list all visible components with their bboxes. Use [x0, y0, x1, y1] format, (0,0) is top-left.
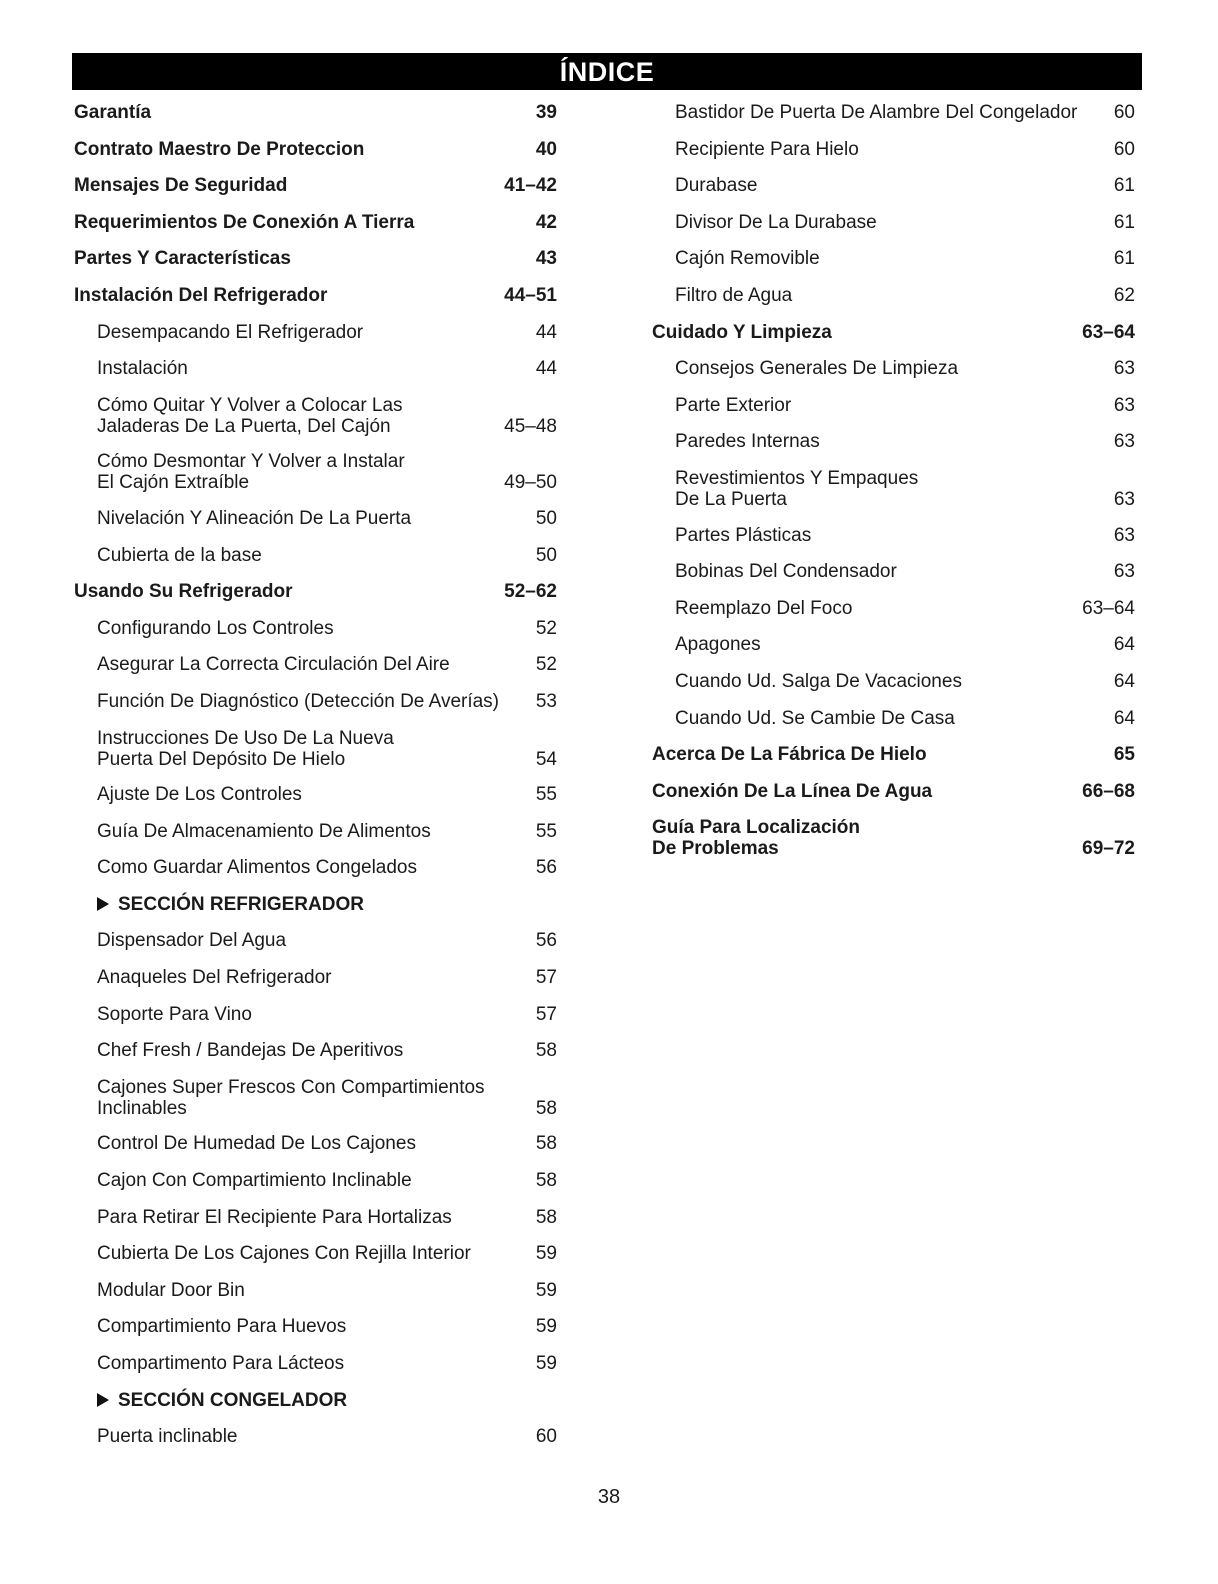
- toc-entry-page: 44–51: [504, 284, 557, 306]
- toc-entry[interactable]: [74, 248, 557, 285]
- toc-subentry[interactable]: [74, 508, 557, 545]
- toc-entry-page: 58: [535, 1170, 557, 1192]
- toc-entry-page: 63: [1113, 358, 1135, 380]
- toc-subentry[interactable]: [74, 930, 557, 967]
- toc-subentry[interactable]: [652, 634, 1135, 671]
- toc-entry[interactable]: [652, 322, 1135, 359]
- toc-subentry[interactable]: [74, 857, 557, 894]
- toc-entry-page: 61: [1113, 248, 1135, 270]
- toc-entry-page: 63: [1113, 561, 1135, 583]
- toc-subentry[interactable]: [74, 728, 557, 785]
- toc-entry-label: Compartimento Para Lácteos: [97, 1353, 345, 1374]
- toc-subentry[interactable]: [74, 967, 557, 1004]
- toc-entry-page: 54: [535, 748, 557, 770]
- toc-entry-label: Recipiente Para Hielo: [675, 138, 859, 160]
- toc-entry-label: Función De Diagnóstico (Detección De Averías): [97, 690, 500, 712]
- toc-left-column: [74, 102, 557, 1463]
- toc-entry-page: 63: [1113, 488, 1135, 510]
- toc-subentry[interactable]: [652, 598, 1135, 635]
- toc-entry-label: Ajuste De Los Controles: [97, 784, 302, 806]
- toc-subentry[interactable]: [74, 1243, 557, 1280]
- toc-entry-page: 60: [535, 1426, 557, 1448]
- toc-entry-page: 64: [1113, 707, 1135, 729]
- toc-entry-page: 63: [1113, 431, 1135, 453]
- toc-subentry[interactable]: [652, 561, 1135, 598]
- toc-entry-label: Puerta inclinable: [97, 1426, 238, 1448]
- toc-entry-label: Compartimiento Para Huevos: [97, 1316, 347, 1338]
- toc-subentry[interactable]: [74, 1004, 557, 1041]
- toc-entry-page: 61: [1113, 211, 1135, 233]
- toc-subentry[interactable]: [652, 431, 1135, 468]
- toc-entry-page: 58: [535, 1206, 557, 1228]
- toc-entry-page: 66–68: [1082, 780, 1135, 802]
- page-number: 38: [597, 1486, 621, 1508]
- toc-subentry[interactable]: [652, 468, 1135, 525]
- toc-entry-page: 60: [1113, 102, 1135, 123]
- toc-subentry[interactable]: [652, 212, 1135, 249]
- toc-entry-label: Nivelación Y Alineación De La Puerta: [97, 507, 412, 529]
- toc-subentry[interactable]: [74, 784, 557, 821]
- toc-entry-label: Desempacando El Refrigerador: [97, 321, 364, 343]
- toc-entry-label: Paredes Internas: [675, 431, 820, 453]
- toc-entry-page: 40: [535, 138, 557, 160]
- toc-entry-label: Cubierta De Los Cajones Con Rejilla Interior: [97, 1243, 471, 1265]
- toc-entry[interactable]: [74, 285, 557, 322]
- toc-entry-label: Como Guardar Alimentos Congelados: [97, 857, 418, 879]
- toc-subentry[interactable]: [74, 1280, 557, 1317]
- toc-entry-page: 59: [535, 1316, 557, 1338]
- toc-subentry[interactable]: [74, 358, 557, 395]
- toc-entry-label: Parte Exterior: [675, 394, 792, 416]
- toc-entry-label: Requerimientos De Conexión A Tierra: [74, 211, 415, 233]
- toc-entry-label: Cuando Ud. Se Cambie De Casa: [675, 707, 955, 729]
- toc-entry-page: 63: [1113, 524, 1135, 546]
- section-header-label: SECCIÓN CONGELADOR: [118, 1389, 348, 1411]
- toc-entry-label: Para Retirar El Recipiente Para Hortalizas: [97, 1206, 452, 1228]
- toc-entry-page: 60: [1113, 138, 1135, 160]
- toc-subentry[interactable]: [74, 1207, 557, 1244]
- toc-entry-label: Acerca De La Fábrica De Hielo: [652, 744, 927, 766]
- toc-entry-label: Cajones Super Frescos Con Compartimientos Inclinables: [97, 1076, 485, 1119]
- toc-subentry[interactable]: [74, 322, 557, 359]
- page-title: ÍNDICE: [72, 53, 1142, 90]
- toc-entry[interactable]: [652, 817, 1135, 874]
- toc-entry-page: 69–72: [1082, 838, 1135, 860]
- toc-entry-page: 58: [535, 1097, 557, 1119]
- toc-entry-label: Control De Humedad De Los Cajones: [97, 1133, 416, 1155]
- toc-subentry[interactable]: [74, 395, 557, 452]
- toc-entry-label: Anaqueles Del Refrigerador: [97, 967, 332, 989]
- toc-entry[interactable]: [74, 175, 557, 212]
- toc-subentry[interactable]: [652, 285, 1135, 322]
- toc-subentry[interactable]: [652, 395, 1135, 432]
- toc-entry-page: 56: [535, 857, 557, 879]
- triangle-right-icon: [97, 897, 109, 911]
- toc-entry[interactable]: [652, 781, 1135, 818]
- toc-subentry[interactable]: [652, 708, 1135, 745]
- toc-entry-label: Modular Door Bin: [97, 1279, 245, 1301]
- toc-subentry[interactable]: [74, 821, 557, 858]
- section-header-label: SECCIÓN REFRIGERADOR: [118, 893, 364, 915]
- toc-entry-page: 43: [535, 248, 557, 270]
- toc-entry-label: Durabase: [675, 175, 758, 197]
- toc-subentry[interactable]: [74, 545, 557, 582]
- section-header-congelador: [74, 1390, 557, 1427]
- toc-entry[interactable]: [74, 581, 557, 618]
- toc-entry-label: Filtro de Agua: [675, 284, 793, 306]
- toc-entry-page: 50: [535, 544, 557, 566]
- toc-entry-label: Instrucciones De Uso De La Nueva Puerta Del Depósito De Hielo: [97, 727, 394, 770]
- toc-entry-label: Configurando Los Controles: [97, 617, 334, 639]
- toc-entry-page: 63: [1113, 394, 1135, 416]
- toc-entry-page: 59: [535, 1279, 557, 1301]
- toc-entry-page: 44: [535, 358, 557, 380]
- toc-subentry[interactable]: [652, 671, 1135, 708]
- toc-entry-label: Dispensador Del Agua: [97, 930, 287, 952]
- toc-subentry[interactable]: [74, 1426, 557, 1463]
- toc-entry-page: 63–64: [1082, 321, 1135, 343]
- triangle-right-icon: [97, 1393, 109, 1407]
- toc-entry-page: 58: [535, 1040, 557, 1062]
- toc-subentry[interactable]: [74, 451, 557, 508]
- toc-entry-label: Cajon Con Compartimiento Inclinable: [97, 1170, 412, 1192]
- toc-subentry[interactable]: [74, 1077, 557, 1134]
- toc-entry-page: 63–64: [1082, 597, 1135, 619]
- toc-entry-page: 64: [1113, 634, 1135, 656]
- toc-entry-label: Bobinas Del Condensador: [675, 561, 897, 583]
- toc-entry-label: Cajón Removible: [675, 248, 820, 270]
- toc-subentry[interactable]: [74, 691, 557, 728]
- toc-entry-label: Cubierta de la base: [97, 544, 262, 566]
- toc-entry-label: Instalación Del Refrigerador: [74, 284, 328, 306]
- toc-entry-page: 39: [535, 102, 557, 123]
- toc-entry-page: 65: [1113, 744, 1135, 766]
- toc-entry-page: 61: [1113, 175, 1135, 197]
- toc-subentry[interactable]: [652, 139, 1135, 176]
- toc-entry-page: 55: [535, 820, 557, 842]
- toc-subentry[interactable]: [74, 1133, 557, 1170]
- toc-entry-label: Consejos Generales De Limpieza: [675, 358, 959, 380]
- toc-entry-page: 57: [535, 1003, 557, 1025]
- toc-entry-label: Asegurar La Correcta Circulación Del Aire: [97, 654, 450, 676]
- toc-entry-page: 58: [535, 1133, 557, 1155]
- toc-entry-page: 64: [1113, 670, 1135, 692]
- toc-entry-label: Cómo Desmontar Y Volver a Instalar El Cajón Extraíble: [97, 451, 405, 494]
- toc-entry-label: Garantía: [74, 102, 152, 123]
- toc-entry-page: 62: [1113, 284, 1135, 306]
- toc-entry-page: 59: [535, 1243, 557, 1265]
- toc-entry-page: 42: [535, 211, 557, 233]
- toc-entry[interactable]: [74, 102, 557, 139]
- toc-entry[interactable]: [652, 744, 1135, 781]
- toc-subentry[interactable]: [652, 525, 1135, 562]
- toc-entry-label: Contrato Maestro De Proteccion: [74, 138, 365, 160]
- toc-entry-page: 52–62: [504, 581, 557, 603]
- toc-entry-label: Mensajes De Seguridad: [74, 175, 288, 197]
- toc-entry-label: Reemplazo Del Foco: [675, 597, 853, 619]
- toc-subentry[interactable]: [652, 248, 1135, 285]
- toc-subentry[interactable]: [74, 1353, 557, 1390]
- toc-entry-label: Divisor De La Durabase: [675, 211, 877, 233]
- toc-subentry[interactable]: [652, 358, 1135, 395]
- toc-entry-page: 57: [535, 967, 557, 989]
- toc-entry-page: 45–48: [504, 415, 557, 437]
- toc-entry-label: Chef Fresh / Bandejas De Aperitivos: [97, 1040, 404, 1062]
- toc-entry-page: 53: [535, 690, 557, 712]
- toc-entry-page: 55: [535, 784, 557, 806]
- toc-subentry[interactable]: [652, 175, 1135, 212]
- toc-entry[interactable]: [74, 139, 557, 176]
- toc-entry-page: 52: [535, 654, 557, 676]
- toc-subentry[interactable]: [652, 102, 1135, 139]
- toc-entry-label: Soporte Para Vino: [97, 1003, 252, 1025]
- toc-subentry[interactable]: [74, 654, 557, 691]
- toc-entry-page: 59: [535, 1353, 557, 1374]
- toc-entry-page: 44: [535, 321, 557, 343]
- toc-entry-page: 41–42: [504, 175, 557, 197]
- toc-entry[interactable]: [74, 212, 557, 249]
- toc-right-column: [652, 102, 1135, 874]
- section-header-refrigerador: [74, 894, 557, 931]
- toc-entry-page: 49–50: [504, 472, 557, 494]
- toc-subentry[interactable]: [74, 1316, 557, 1353]
- toc-subentry[interactable]: [74, 1040, 557, 1077]
- toc-entry-label: Partes Y Características: [74, 248, 291, 270]
- toc-entry-label: Guía De Almacenamiento De Alimentos: [97, 820, 431, 842]
- toc-entry-label: Instalación: [97, 358, 188, 380]
- toc-entry-label: Bastidor De Puerta De Alambre Del Congelador: [675, 102, 1078, 123]
- toc-entry-page: 50: [535, 507, 557, 529]
- toc-entry-label: Conexión De La Línea De Agua: [652, 780, 933, 802]
- toc-subentry[interactable]: [74, 618, 557, 655]
- toc-entry-label: Partes Plásticas: [675, 524, 812, 546]
- toc-entry-page: 56: [535, 930, 557, 952]
- toc-entry-label: Cuando Ud. Salga De Vacaciones: [675, 670, 962, 692]
- toc-entry-label: Cómo Quitar Y Volver a Colocar Las Jaladeras De La Puerta, Del Cajón: [97, 394, 403, 437]
- toc-entry-label: Apagones: [675, 634, 761, 656]
- toc-entry-label: Guía Para Localización De Problemas: [652, 817, 861, 860]
- toc-subentry[interactable]: [74, 1170, 557, 1207]
- toc-entry-label: Revestimientos Y Empaques De La Puerta: [675, 467, 919, 510]
- toc-entry-page: 52: [535, 617, 557, 639]
- toc-entry-label: Cuidado Y Limpieza: [652, 321, 832, 343]
- toc-entry-label: Usando Su Refrigerador: [74, 581, 293, 603]
